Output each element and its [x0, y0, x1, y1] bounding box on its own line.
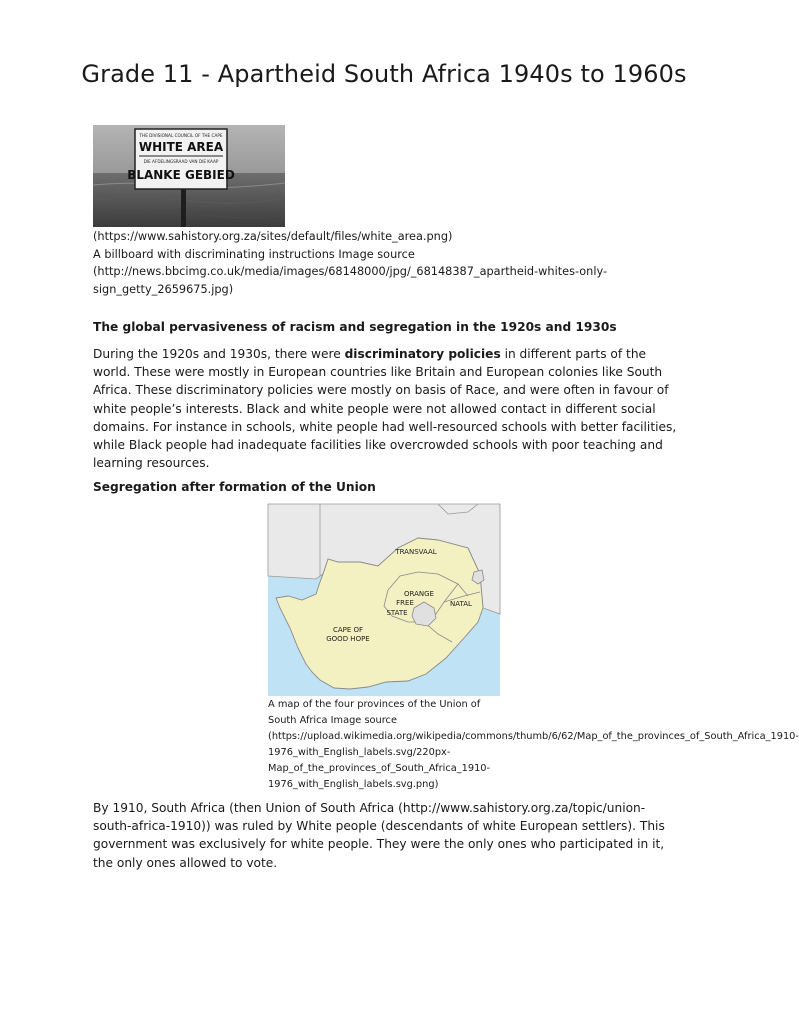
photo-caption-line: (https://www.sahistory.org.za/sites/default/files/white_area.png) [93, 230, 453, 243]
photo-caption-line: sign_getty_2659675.jpg) [93, 283, 234, 297]
sign-text-white-area: WHITE AREA [138, 140, 224, 154]
bold-term: discriminatory policies [344, 347, 501, 361]
map-caption-line: Map_of_the_provinces_of_South_Africa_1910- [268, 763, 491, 774]
map-caption-line: A map of the four provinces of the Union of [268, 699, 481, 710]
map-label-natal: NATAL [450, 600, 472, 608]
paragraph-text: in different parts of the world. These were mostly in European countries like Britain and European colonies like South Africa. These discriminatory policies were mostly on basis of Race, and were often in favour of white people’s interests. Black and white people were not allowed contact in different social domains. For instance in schools, white people had well-resourced schools with better facilities, while Black people had inadequate facilities like overcrowded schools with poor teaching and learning resources. [93, 347, 677, 471]
map-caption-line: 1976_with_English_labels.svg.png) [268, 779, 439, 790]
map-label-free: FREE [396, 599, 414, 607]
section-heading-racism: The global pervasiveness of racism and segregation in the 1920s and 1930s [93, 320, 617, 334]
page-title: Grade 11 - Apartheid South Africa 1940s to 1960s [81, 60, 687, 88]
map-caption-line: (https://upload.wikimedia.org/wikipedia/commons/thumb/6/62/Map_of_the_provinces_of_South_Africa_1910- [268, 731, 799, 742]
white-area-sign-image [93, 125, 285, 227]
paragraph-union-1910: By 1910, South Africa (then Union of South Africa (http://www.sahistory.org.za/topic/union-south-africa-1910)) was ruled by White people (descendants of white European settlers). This government was exclusively for white people. They were the only ones who participated in it, the only ones allowed to vote. [93, 801, 665, 870]
paragraph-discriminatory-policies [93, 345, 683, 472]
photo-caption-line: A billboard with discriminating instructions Image source [93, 247, 415, 261]
sign-text-council: THE DIVISIONAL COUNCIL OF THE CAPE [139, 133, 223, 138]
photo-caption-line: (http://news.bbcimg.co.uk/media/images/68148000/jpg/_68148387_apartheid-whites-only- [93, 265, 608, 279]
map-caption-line: South Africa Image source [268, 715, 397, 726]
map-label-orange: ORANGE [404, 590, 434, 598]
photo-caption [93, 228, 653, 299]
union-provinces-map [268, 504, 500, 696]
map-label-transvaal: TRANSVAAL [395, 548, 437, 556]
map-caption-line: 1976_with_English_labels.svg/220px- [268, 747, 451, 758]
section-heading-union: Segregation after formation of the Union [93, 480, 376, 494]
map-label-good-hope: GOOD HOPE [326, 635, 370, 643]
map-label-state: STATE [386, 609, 408, 617]
map-label-cape-of: CAPE OF [332, 626, 364, 634]
sign-text-blanke-gebied: BLANKE GEBIED [127, 168, 235, 182]
map-caption [268, 697, 799, 793]
paragraph-text: During the 1920s and 1930s, there were [93, 347, 345, 361]
white-area-sign-photo [93, 125, 285, 227]
union-map-image [268, 504, 500, 696]
sign-text-afdelingsraad: DIE AFDELINGSRAAD VAN DIE KAAP [143, 159, 219, 164]
